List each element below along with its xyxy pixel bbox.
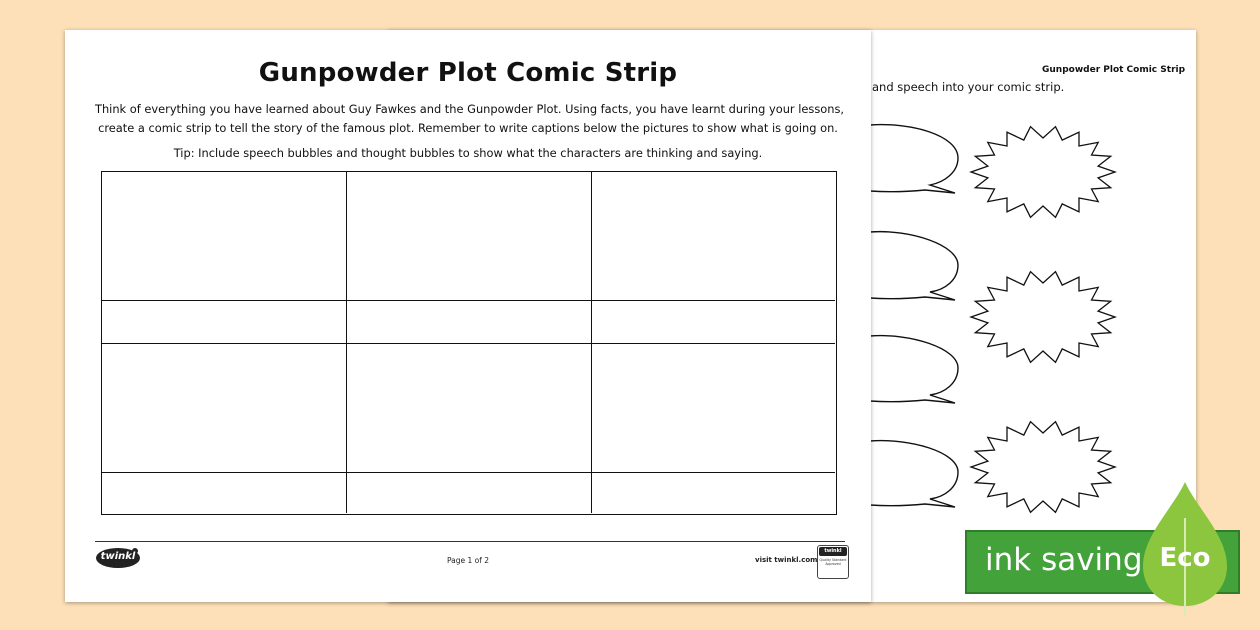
caption-box[interactable] (347, 473, 592, 513)
eco-label: Eco (1159, 543, 1211, 573)
page-number: Page 1 of 2 (446, 556, 490, 565)
intro-text (95, 100, 845, 138)
speech-bubble-4 (870, 441, 958, 507)
speech-bubble-1 (870, 125, 958, 193)
speech-bubble-3 (870, 336, 958, 403)
intro-line-1: Think of everything you have learned about Guy Fawkes and the Gunpowder Plot. Using facts, you have learnt during your lessons, (95, 102, 845, 116)
picture-panel[interactable] (592, 344, 835, 473)
comic-grid (101, 171, 837, 515)
worksheet-title: Gunpowder Plot Comic Strip (258, 58, 678, 88)
caption-box[interactable] (347, 301, 592, 344)
ink-saving-label: ink saving (985, 542, 1143, 578)
site-link[interactable]: visit twinkl.com (755, 556, 818, 564)
back-page-instruction: and speech into your comic strip. (872, 80, 1065, 94)
picture-panel[interactable] (102, 172, 347, 301)
picture-panel[interactable] (347, 344, 592, 473)
picture-panel[interactable] (347, 172, 592, 301)
intro-line-2: create a comic strip to tell the story of the famous plot. Remember to write captions below the pictures to show what is going on. (98, 121, 838, 135)
shout-bubble (971, 127, 1115, 218)
badge-text: Quality Standard Approved (819, 558, 847, 566)
tip-text: Tip: Include speech bubbles and thought bubbles to show what the characters are thinking and saying. (173, 146, 763, 160)
quality-badge (817, 545, 849, 579)
shout-bubble (971, 272, 1115, 363)
shout-bubble (971, 422, 1115, 513)
badge-brand: twinkl (819, 547, 847, 556)
caption-box[interactable] (592, 473, 835, 513)
caption-box[interactable] (592, 301, 835, 344)
caption-box[interactable] (102, 473, 347, 513)
caption-box[interactable] (102, 301, 347, 344)
footer-divider (95, 541, 845, 542)
picture-panel[interactable] (592, 172, 835, 301)
front-page (65, 30, 871, 602)
speech-bubble-2 (870, 232, 958, 300)
back-page-title: Gunpowder Plot Comic Strip (1042, 65, 1186, 75)
picture-panel[interactable] (102, 344, 347, 473)
twinkl-logo: twinkl (95, 547, 141, 569)
